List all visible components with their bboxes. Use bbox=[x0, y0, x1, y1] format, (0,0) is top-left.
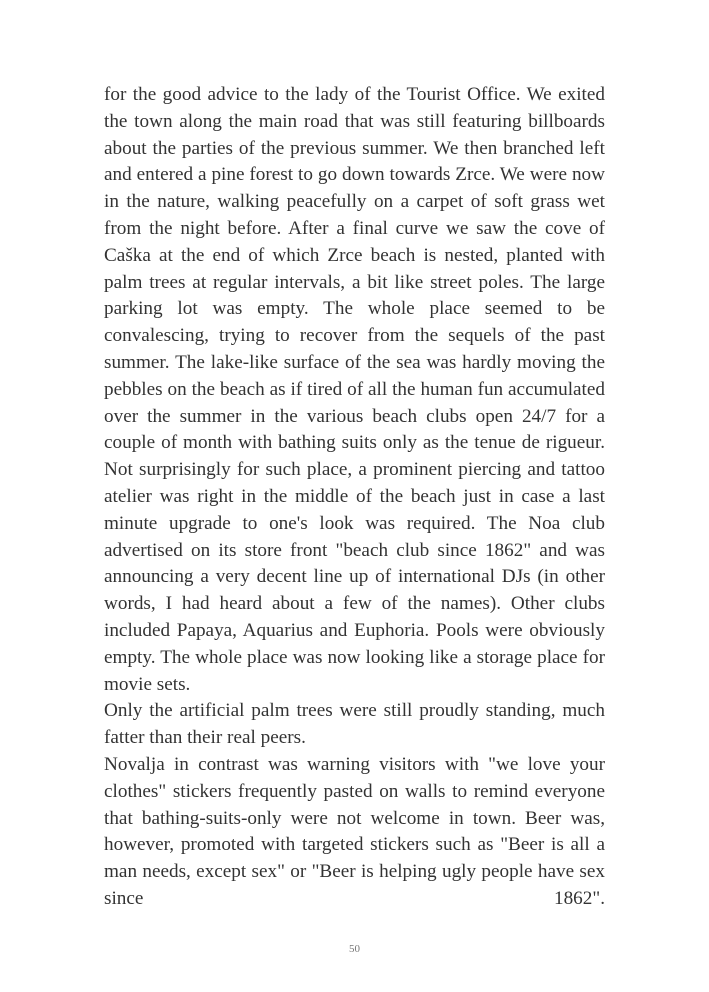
paragraph-palm-trees: Only the artificial palm trees were still proudly standing, much fatter than their real peers. bbox=[104, 700, 605, 749]
body-text bbox=[104, 82, 605, 913]
paragraph-zrce-beach: for the good advice to the lady of the Tourist Office. We exited the town along the main road that was still featuring billboards about the parties of the previous summer. We then branched left and entered a pine forest to go down towards Zrce. We were now in the nature, walking peacefully on a carpet of soft grass wet from the night before. After a final curve we saw the cove of Caška at the end of which Zrce beach is nested, planted with palm trees at regular intervals, a bit like street poles. The large parking lot was empty. The whole place seemed to be convalescing, trying to recover from the sequels of the past summer. The lake-like surface of the sea was hardly moving the pebbles on the beach as if tired of all the human fun accumulated over the summer in the various beach clubs open 24/7 for a couple of month with bathing suits only as the tenue de rigueur. Not surprisingly for such place, a prominent piercing and tattoo atelier was right in the middle of the beach just in case a last minute upgrade to one's look was required. The Noa club advertised on its store front "beach club since 1862" and was announcing a very decent line up of international DJs (in other words, I had heard about a few of the names). Other clubs included Papaya, Aquarius and Euphoria. Pools were obviously empty. The whole place was now looking like a storage place for movie sets. bbox=[104, 84, 605, 695]
paragraph-novalja-stickers: Novalja in contrast was warning visitors with "we love your clothes" stickers frequently pasted on walls to remind everyone that bathing-suits-only were not welcome in town. Beer was, however, promoted with targeted stickers such as "Beer is all a man needs, except sex" or "Beer is helping ugly people have sex since 1862". bbox=[104, 753, 605, 909]
page-number: 50 bbox=[349, 943, 360, 955]
